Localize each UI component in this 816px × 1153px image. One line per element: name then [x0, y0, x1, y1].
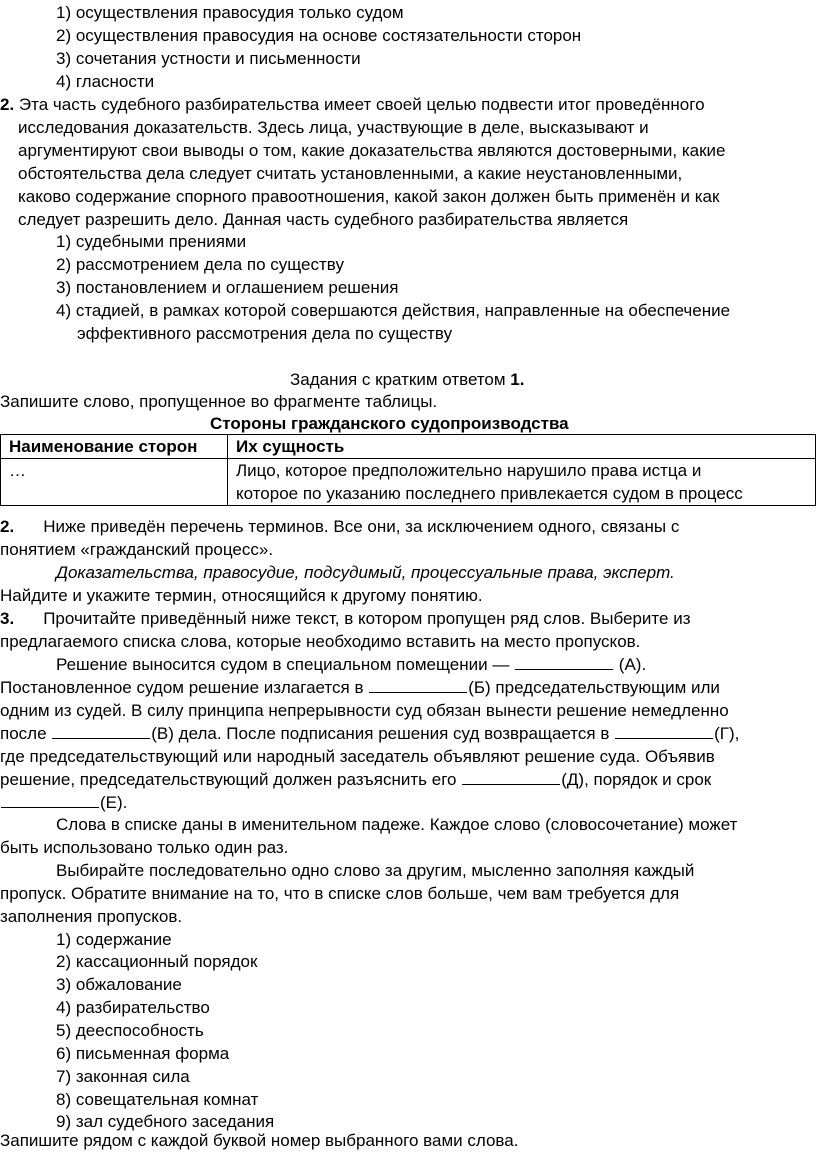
t2-line-4: Найдите и укажите термин, относящийся к другому понятию.	[0, 586, 483, 605]
blank-d	[462, 769, 560, 785]
q2-line-3: аргументируют свои выводы о том, какие доказательства являются достоверными, какие	[18, 141, 726, 160]
table-header-row	[1, 435, 816, 459]
q2-option-3: 3) постановлением и оглашением решения	[56, 278, 399, 297]
t3-note-3: Выбирайте последовательно одно слово за другим, мысленно заполняя каждый	[56, 861, 695, 880]
q2-line-2: исследования доказательств. Здесь лица, участвующие в деле, высказывают и	[18, 118, 649, 137]
t2-line-2: понятием «гражданский процесс».	[0, 540, 274, 559]
t3-para-1: Решение выносится судом в специальном помещении — (А).	[56, 655, 647, 674]
t3-para-2: Постановленное судом решение излагается в (Б) председательствующим или	[0, 678, 720, 697]
t2-terms: Доказательства, правосудие, подсудимый, процессуальные права, эксперт.	[56, 563, 675, 582]
q2-line-5: каково содержание спорного правоотношения, какой закон должен быть применён и как	[18, 187, 720, 206]
word-option-7: 7) законная сила	[56, 1067, 190, 1086]
t3-line-2: предлагаемого списка слова, которые необходимо вставить на место пропусков.	[0, 632, 641, 651]
table-title: Стороны гражданского судопроизводства	[210, 414, 569, 433]
q2-option-4-cont: эффективного рассмотрения дела по существу	[77, 324, 453, 343]
q2-option-2: 2) рассмотрением дела по существу	[56, 255, 344, 274]
t3-note-4: пропуск. Обратите внимание на то, что в списке слов больше, чем вам требуется для	[0, 884, 680, 903]
table-row	[1, 459, 816, 506]
word-option-5: 5) дееспособность	[56, 1021, 204, 1040]
t3-note-1: Слова в списке даны в именительном падеже. Каждое слово (словосочетание) может	[56, 815, 738, 834]
word-option-3: 3) обжалование	[56, 975, 182, 994]
q1-option-4: 4) гласности	[56, 72, 155, 91]
t3-note-2: быть использовано только один раз.	[0, 838, 289, 857]
instruction-1: Запишите слово, пропущенное во фрагменте таблицы.	[0, 392, 438, 411]
q1-option-2: 2) осуществления правосудия на основе состязательности сторон	[56, 26, 582, 45]
t3-para-4: после (В) дела. После подписания решения суд возвращается в (Г),	[0, 724, 740, 743]
word-option-1: 1) содержание	[56, 930, 172, 949]
section-heading: Задания с кратким ответом 1.	[290, 370, 525, 389]
word-option-6: 6) письменная форма	[56, 1044, 230, 1063]
blank-b	[369, 677, 467, 693]
word-option-9: 9) зал судебного заседания	[56, 1112, 275, 1131]
parties-table	[0, 434, 816, 506]
word-option-4: 4) разбирательство	[56, 998, 210, 1017]
q2-line-6: следует разрешить дело. Данная часть судебного разбирательства является	[18, 210, 629, 229]
q2-number: 2.	[0, 95, 15, 114]
t3-note-5: заполнения пропусков.	[0, 907, 183, 926]
q1-option-1: 1) осуществления правосудия только судом	[56, 3, 404, 22]
table-cell-essence: Лицо, которое предположительно нарушило права истца и которое по указанию последнего привлекается судом в процесс	[228, 459, 816, 506]
t3-para-3: одним из судей. В силу принципа непрерывности суд обязан вынести решение немедленно	[0, 701, 729, 720]
word-option-2: 2) кассационный порядок	[56, 952, 258, 971]
t3-para-6: решение, председательствующий должен разъяснить его (Д), порядок и срок	[0, 770, 712, 789]
table-header-name: Наименование сторон	[1, 435, 228, 459]
table-cell-blank: …	[1, 459, 228, 506]
t3-para-7: (Е).	[0, 791, 127, 814]
t3-number: 3.	[0, 609, 15, 628]
t3-final-instruction: Запишите рядом с каждой буквой номер выбранного вами слова.	[0, 1131, 519, 1150]
q2-line-4: обстоятельства дела следует считать установленными, а какие неустановленными,	[18, 164, 683, 183]
q2-option-1: 1) судебными прениями	[56, 232, 247, 251]
t2-line-1: 2. Ниже приведён перечень терминов. Все они, за исключением одного, связаны с	[0, 517, 680, 536]
blank-e	[1, 792, 99, 808]
table-header-essence: Их сущность	[228, 435, 816, 459]
blank-g	[615, 723, 713, 739]
word-option-8: 8) совещательная комнат	[56, 1090, 259, 1109]
q2-option-4: 4) стадией, в рамках которой совершаются действия, направленные на обеспечение	[56, 301, 731, 320]
t3-para-5: где председательствующий или народный заседатель объявляют решение суда. Объявив	[0, 747, 715, 766]
blank-a	[515, 654, 613, 670]
blank-v	[52, 723, 150, 739]
t3-line-1: 3. Прочитайте приведённый ниже текст, в котором пропущен ряд слов. Выберите из	[0, 609, 691, 628]
t2-number: 2.	[0, 517, 15, 536]
q1-option-3: 3) сочетания устности и письменности	[56, 49, 361, 68]
q2-line-1: 2. Эта часть судебного разбирательства имеет своей целью подвести итог проведённого	[0, 95, 705, 114]
